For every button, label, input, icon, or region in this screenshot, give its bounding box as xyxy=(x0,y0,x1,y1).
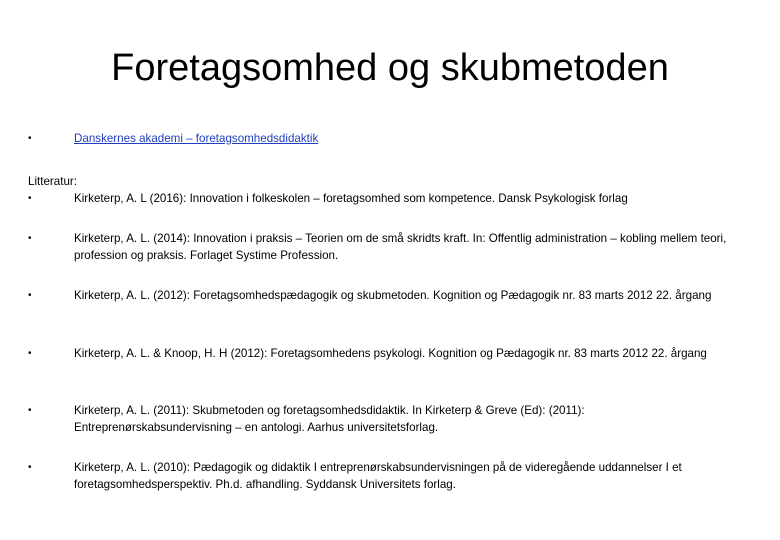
reference-text: Kirketerp, A. L. (2014): Innovation i praksis – Teorien om de små skridts kraft. In: Offentlig administration – kobling mellem teori, profession og praksis. Forlaget Systime Profession. xyxy=(74,232,727,262)
bullet-icon: • xyxy=(28,348,32,359)
bullet-icon: • xyxy=(28,290,32,301)
reference-text: Kirketerp, A. L (2016): Innovation i folkeskolen – foretagsomhed som kompetence. Dansk Psykologisk forlag xyxy=(74,192,628,205)
bullet-icon: • xyxy=(28,193,32,204)
reference-text: Kirketerp, A. L. (2011): Skubmetoden og foretagsomhedsdidaktik. In Kirketerp & Greve (Ed): (2011): Entreprenørskabsundervisning – en antologi. Aarhus universitetsforlag. xyxy=(74,404,585,434)
reference-text: Kirketerp, A. L. (2010): Pædagogik og didaktik I entreprenørskabsundervisningen på de videregående uddannelser I et foretagsomhedsperspektiv. Ph.d. afhandling. Syddansk Universitets forlag. xyxy=(74,461,682,491)
danskernes-akademi-link[interactable]: Danskernes akademi – foretagsomhedsdidaktik xyxy=(74,132,319,145)
bullet-icon: • xyxy=(28,233,32,244)
bullet-icon: • xyxy=(28,462,32,473)
bullet-icon: • xyxy=(28,133,32,144)
slide-title: Foretagsomhed og skubmetoden xyxy=(111,47,669,89)
reference-text: Kirketerp, A. L. & Knoop, H. H (2012): Foretagsomhedens psykologi. Kognition og Pædagogik nr. 83 marts 2012 22. årgang xyxy=(74,347,707,360)
reference-text: Kirketerp, A. L. (2012): Foretagsomhedspædagogik og skubmetoden. Kognition og Pædagogik nr. 83 marts 2012 22. årgang xyxy=(74,289,712,302)
bullet-icon: • xyxy=(28,405,32,416)
literature-heading: Litteratur: xyxy=(28,175,77,188)
